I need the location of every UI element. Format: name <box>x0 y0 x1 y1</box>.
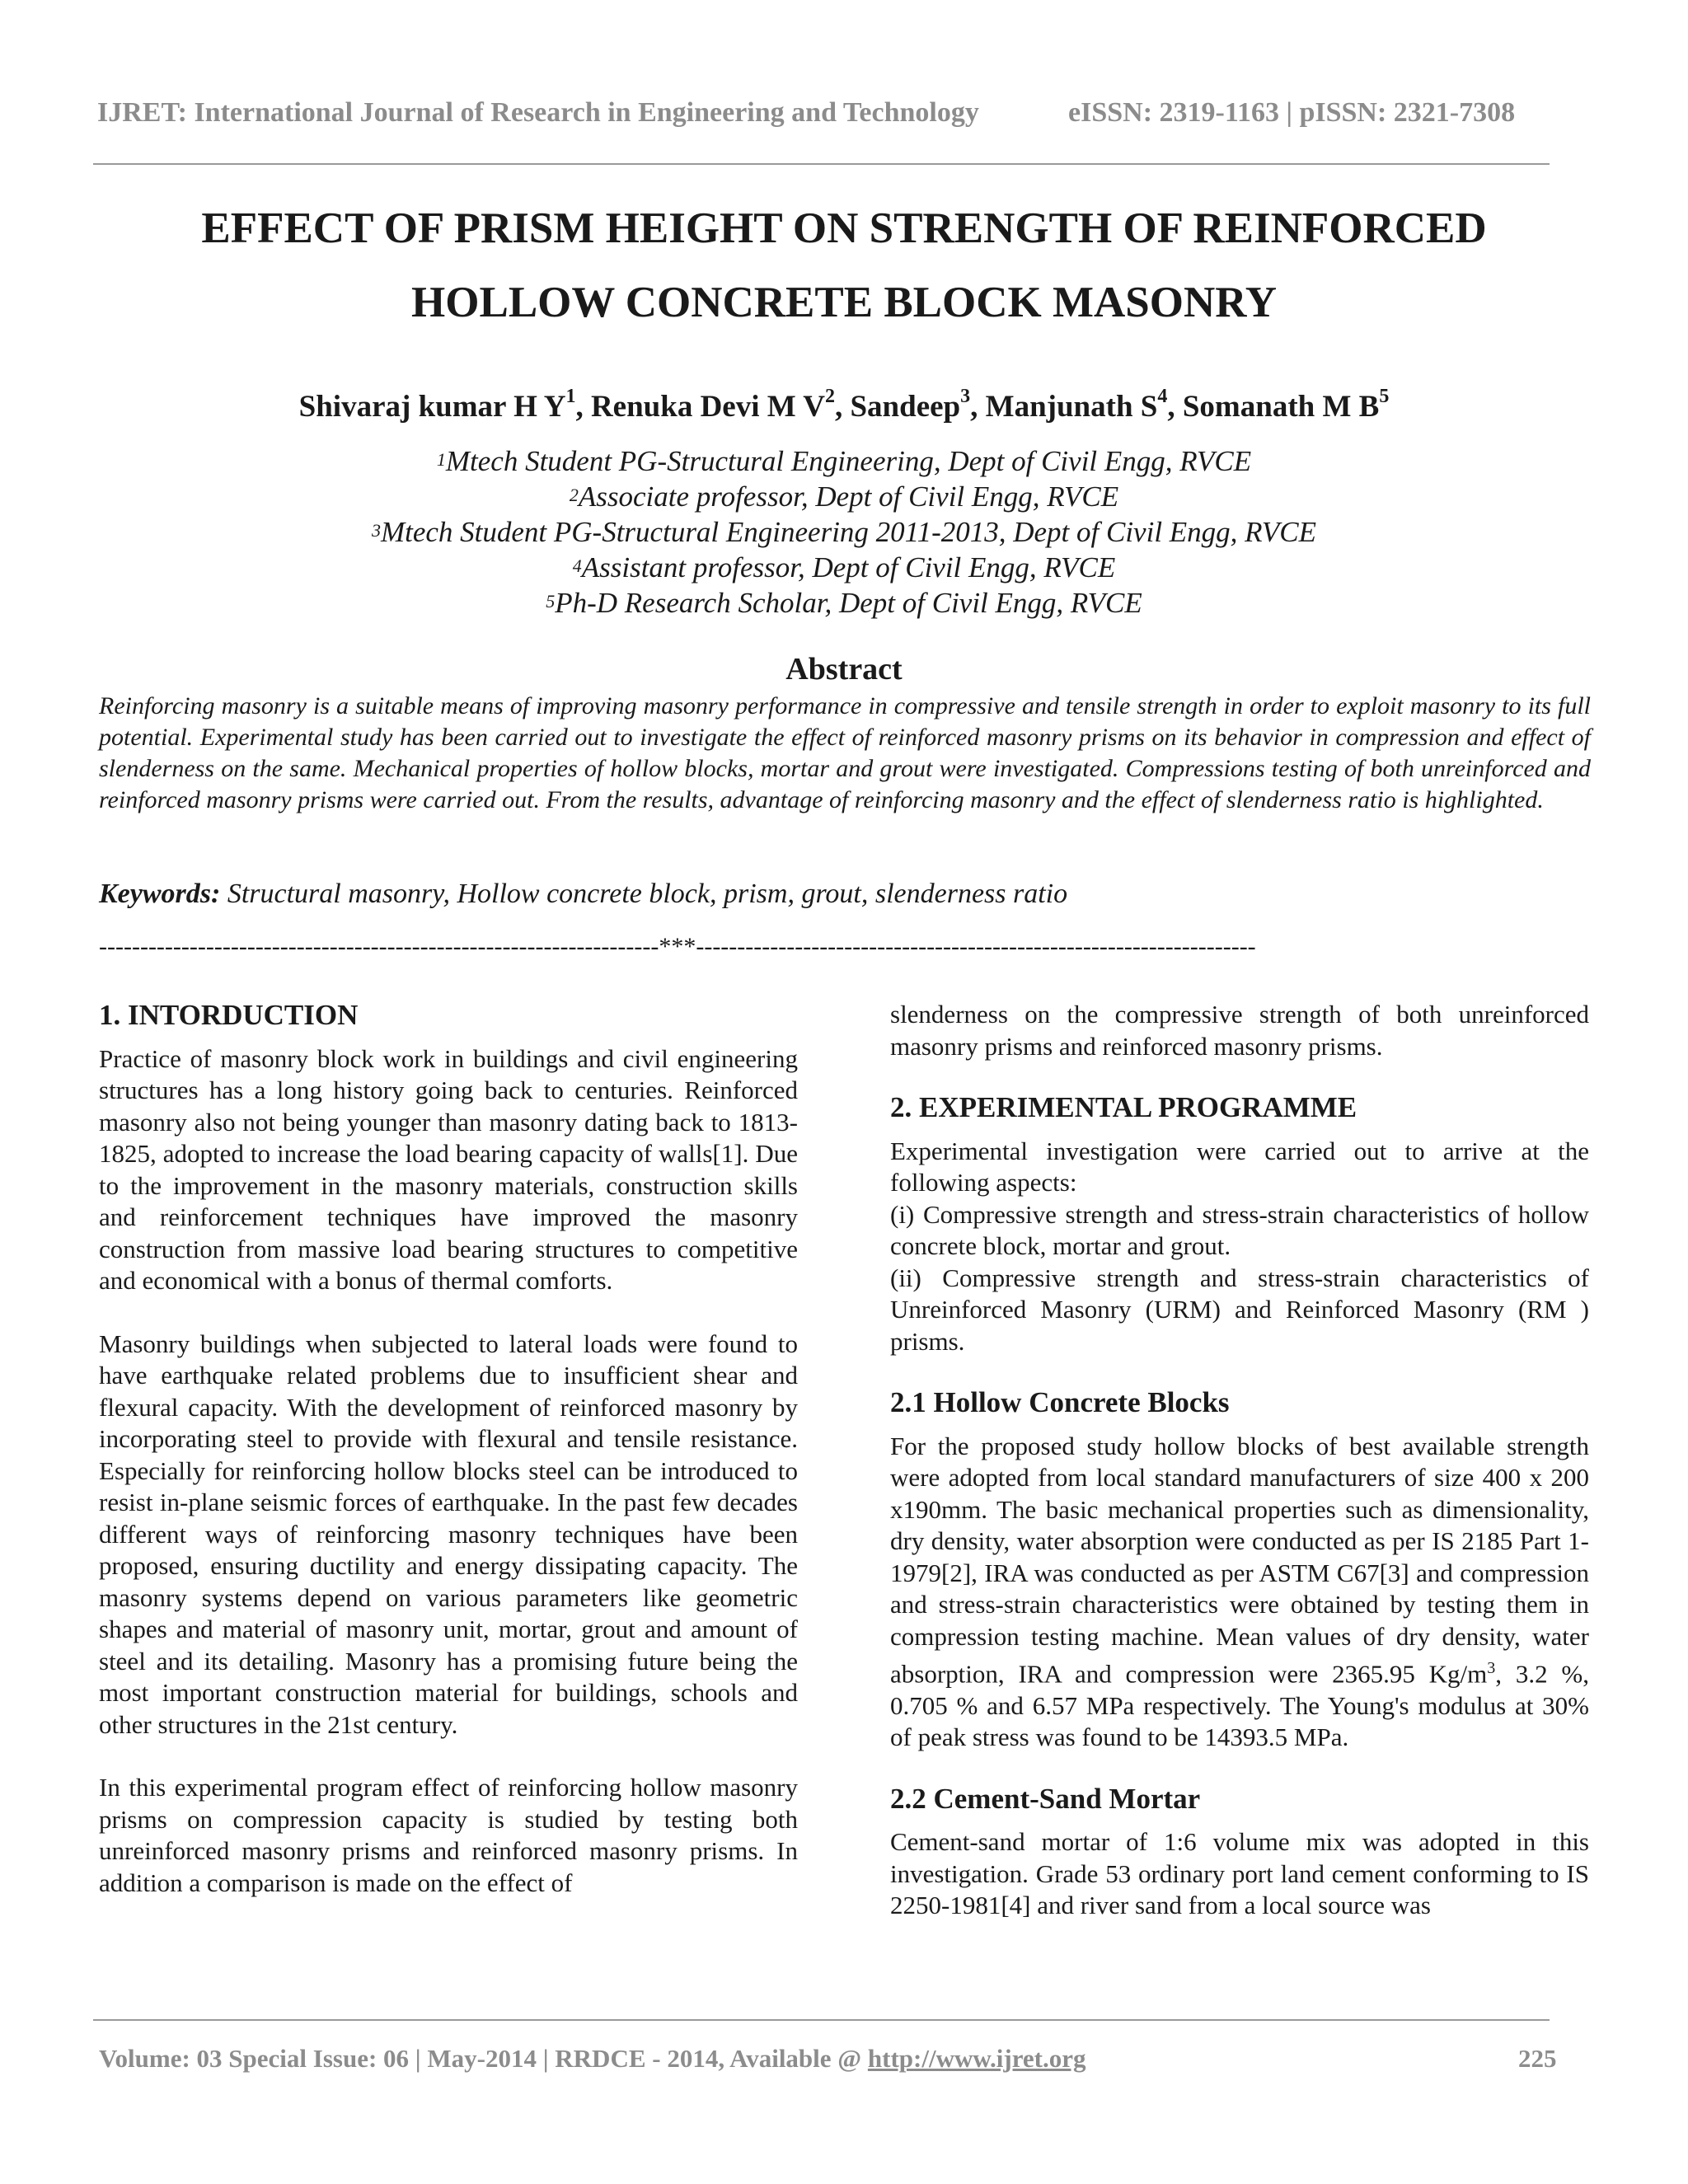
left-column <box>99 1000 798 1899</box>
keywords <box>99 879 1067 910</box>
affiliation-list <box>0 443 1688 621</box>
footer-info <box>99 2044 1086 2074</box>
journal-link[interactable]: http://www.ijret.org <box>867 2044 1086 2073</box>
affiliation-text: Associate professor, Dept of Civil Engg, RVCE <box>578 480 1119 513</box>
author-name: Somanath M B <box>1182 390 1380 424</box>
affiliation-sup: 3 <box>371 520 381 541</box>
subsection-heading: 2.1 Hollow Concrete Blocks <box>890 1386 1230 1418</box>
header-divider <box>93 163 1550 165</box>
abstract-heading: Abstract <box>785 652 903 687</box>
paragraph: Cement-sand mortar of 1:6 volume mix was adopted in this investigation. Grade 53 ordinary port land cement conforming to IS 2250-1981[4] and river sand from a local source was <box>890 1827 1589 1920</box>
title-line-1: EFFECT OF PRISM HEIGHT ON STRENGTH OF REINFORCED <box>201 204 1487 252</box>
affiliation-sup: 2 <box>569 485 579 505</box>
footer-divider <box>93 2019 1550 2021</box>
section-heading: 1. INTORDUCTION <box>99 999 359 1031</box>
paragraph: slenderness on the compressive strength of both unreinforced masonry prisms and reinforced masonry prisms. <box>890 1000 1589 1061</box>
affiliation-sup: 1 <box>436 449 446 470</box>
author-list: Shivaraj kumar H $Y^1$, Renuka Devi M $V^2$, Sandeep$^3$, Manjunath $S^4$, Somanath M $B^5$ <box>298 386 1390 424</box>
page-number: 225 <box>1518 2044 1557 2073</box>
paragraph: Experimental investigation were carried out to arrive at the following aspects: <box>890 1136 1589 1197</box>
footer-text: Volume: 03 Special Issue: 06 | May-2014 | RRDCE - 2014, Available @ <box>99 2044 868 2073</box>
paragraph-part: , 3.2 %, 0.705 % and 6.57 MPa respectively. The Young's modulus at 30% of peak stress was found to be 14393.5 MPa. <box>890 1659 1589 1752</box>
author-name: Renuka Devi M V <box>590 390 825 424</box>
author-name: Manjunath S <box>985 390 1158 424</box>
paragraph-part: For the proposed study hollow blocks of best available strength were adopted from local standard manufacturers of size 400 x 200 x190mm. The basic mechanical properties such as dimensionality, dry density, water absorption were conducted as per IS 2185 Part 1-1979[2], IRA was conducted as per ASTM C67[3] and compression and stress-strain characteristics were obtained by testing them in compression testing machine. Mean values of dry density, water absorption, IRA and compression were 2365.95 Kg/m <box>890 1431 1589 1689</box>
author-name: Shivaraj kumar H Y <box>298 390 566 424</box>
paragraph: Masonry buildings when subjected to lateral loads were found to have earthquake related problems due to insufficient shear and flexural capacity. With the development of reinforced masonry by incorporating steel to provide with flexural and tensile resistance. Especially for reinforcing hollow blocks steel can be introduced to resist in-plane seismic forces of earthquake. In the past few decades different ways of reinforcing masonry techniques have been proposed, ensuring ductility and energy dissipating capacity. The masonry systems depend on various parameters like geometric shapes and material of masonry unit, mortar, grout and amount of steel and its detailing. Masonry has a promising future being the most important construction material for buildings, schools and other structures in the 21st century. <box>99 1329 798 1739</box>
author-sup: 4 <box>1157 386 1168 407</box>
section-separator: --------------------------------------------------------------------***-------------------------------------------------------------------- <box>99 933 1256 960</box>
affiliation-text: Ph-D Research Scholar, Dept of Civil Engg, RVCE <box>555 587 1142 619</box>
author-sup: 5 <box>1379 386 1390 407</box>
title-line-2: HOLLOW CONCRETE BLOCK MASONRY <box>411 279 1277 326</box>
paragraph: Practice of masonry block work in buildings and civil engineering structures has a long history going back to centuries. Reinforced masonry also not being younger than masonry dating back to 1813-1825, adopted to increase the load bearing capacity of walls[1]. Due to the improvement in the masonry materials, construction skills and reinforcement techniques have improved the masonry construction from massive load bearing structures to competitive and economical with a bonus of thermal comforts. <box>99 1043 798 1295</box>
affiliation <box>0 443 1688 479</box>
author-sup: 2 <box>824 386 835 407</box>
author-sup: 3 <box>960 386 971 407</box>
paragraph: In this experimental program effect of reinforcing hollow masonry prisms on compression capacity is studied by testing both unreinforced masonry prisms and reinforced masonry prisms. In addition a comparison is made on the effect of <box>99 1773 798 1897</box>
section-heading: 2. EXPERIMENTAL PROGRAMME <box>890 1091 1357 1123</box>
affiliation-text: Assistant professor, Dept of Civil Engg, RVCE <box>581 551 1116 583</box>
superscript: 3 <box>1487 1659 1496 1677</box>
journal-name: IJRET: International Journal of Research in Engineering and Technology <box>97 97 979 128</box>
paper-title <box>0 191 1688 340</box>
affiliation <box>0 479 1688 514</box>
affiliation <box>0 514 1688 550</box>
right-column <box>890 999 1589 1922</box>
list-item: (i) Compressive strength and stress-strain characteristics of hollow concrete block, mortar and grout. <box>890 1199 1589 1260</box>
list-item: (ii) Compressive strength and stress-strain characteristics of Unreinforced Masonry (URM) and Reinforced Masonry (RM ) prisms. <box>890 1263 1589 1356</box>
keywords-text: Structural masonry, Hollow concrete block, prism, grout, slenderness ratio <box>220 879 1068 909</box>
affiliation-sup: 5 <box>546 591 556 612</box>
affiliation-sup: 4 <box>572 555 582 576</box>
author-name: Sandeep <box>850 390 961 424</box>
author-sup: 1 <box>565 386 576 407</box>
keywords-label: Keywords: <box>99 879 221 909</box>
abstract-text: Reinforcing masonry is a suitable means of improving masonry performance in compressive and tensile strength in order to exploit masonry to its full potential. Experimental study has been carried out to investigate the effect of reinforced masonry prisms on its behavior in compression and effect of slenderness on the same. Mechanical properties of hollow blocks, mortar and grout were investigated. Compressions testing of both unreinforced and reinforced masonry prisms were carried out. From the results, advantage of reinforcing masonry and the effect of slenderness ratio is highlighted. <box>99 692 1591 813</box>
affiliation-text: Mtech Student PG-Structural Engineering, Dept of Civil Engg, RVCE <box>445 445 1252 477</box>
paragraph <box>890 1431 1589 1754</box>
affiliation-text: Mtech Student PG-Structural Engineering 2011-2013, Dept of Civil Engg, RVCE <box>380 516 1317 548</box>
affiliation <box>0 550 1688 585</box>
affiliation <box>0 585 1688 621</box>
issn-info: eISSN: 2319-1163 | pISSN: 2321-7308 <box>1068 97 1516 128</box>
subsection-heading: 2.2 Cement-Sand Mortar <box>890 1782 1201 1815</box>
